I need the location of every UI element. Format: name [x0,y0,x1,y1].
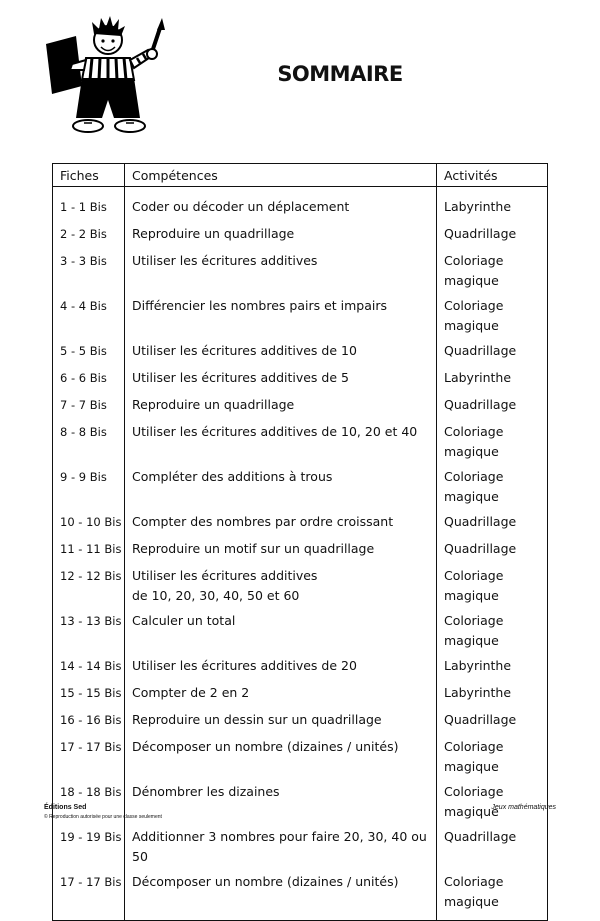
cell-fiche: 11 - 11 Bis [53,534,125,561]
table-body [53,187,548,921]
header-competences: Compétences [125,164,437,187]
table-row [53,678,548,705]
cell-competence: Décomposer un nombre (dizaines / unités) [125,867,437,921]
cell-competence: Utiliser les écritures additives de 10, 20, 30, 40, 50 et 60 [125,561,437,606]
cell-fiche: 10 - 10 Bis [53,507,125,534]
footer-publisher: Éditions Sed [44,804,87,811]
cell-competence: Reproduire un quadrillage [125,219,437,246]
footer-copyright: © Reproduction autorisée pour une classe seulement [44,814,162,820]
cell-fiche: 17 - 17 Bis [53,867,125,921]
table-row [53,336,548,363]
cell-competence: Décomposer un nombre (dizaines / unités) [125,732,437,777]
table-row [53,291,548,336]
table-row [53,246,548,291]
cell-fiche: 18 - 18 Bis [53,777,125,822]
cell-activite: Coloriage magique [444,253,504,288]
cell-competence: Compter de 2 en 2 [125,678,437,705]
cell-activite: Labyrinthe [444,685,512,700]
cell-fiche: 3 - 3 Bis [53,246,125,291]
cell-activite: Quadrillage [444,397,517,412]
footer-series: Jeux mathématiques [491,804,556,811]
cell-activite: Quadrillage [444,541,517,556]
header-activites: Activités [437,164,548,187]
cell-fiche: 1 - 1 Bis [53,187,125,220]
cell-activite: Coloriage magique [444,784,504,819]
cell-fiche: 9 - 9 Bis [53,462,125,507]
table-row [53,187,548,220]
cell-competence: Reproduire un motif sur un quadrillage [125,534,437,561]
table-row [53,363,548,390]
cell-activite: Quadrillage [444,343,517,358]
header-fiches: Fiches [53,164,125,187]
cell-competence: Compléter des additions à trous [125,462,437,507]
cell-activite: Coloriage magique [444,739,504,774]
page-title: SOMMAIRE [277,62,403,86]
table-row [53,390,548,417]
cell-competence: Utiliser les écritures additives de 5 [125,363,437,390]
table-header-row [53,164,548,187]
cell-competence: Utiliser les écritures additives de 10, 20 et 40 [125,417,437,462]
table-row [53,822,548,867]
cell-competence: Différencier les nombres pairs et impairs [125,291,437,336]
cell-competence: Reproduire un quadrillage [125,390,437,417]
cell-competence: Calculer un total [125,606,437,651]
cell-fiche: 16 - 16 Bis [53,705,125,732]
cell-fiche: 5 - 5 Bis [53,336,125,363]
table-row [53,417,548,462]
cell-activite: Coloriage magique [444,298,504,333]
cell-activite: Labyrinthe [444,370,512,385]
cell-fiche: 14 - 14 Bis [53,651,125,678]
cell-competence: Compter des nombres par ordre croissant [125,507,437,534]
cell-competence: Reproduire un dessin sur un quadrillage [125,705,437,732]
cell-competence: Utiliser les écritures additives de 20 [125,651,437,678]
cell-fiche: 8 - 8 Bis [53,417,125,462]
summary-table [52,163,548,921]
table-row [53,534,548,561]
cell-activite: Coloriage magique [444,469,504,504]
cell-activite: Labyrinthe [444,658,512,673]
table-row [53,606,548,651]
cell-fiche: 13 - 13 Bis [53,606,125,651]
cell-fiche: 19 - 19 Bis [53,822,125,867]
cell-competence: Additionner 3 nombres pour faire 20, 30, 40 ou 50 [125,822,437,867]
cell-fiche: 7 - 7 Bis [53,390,125,417]
table-row [53,732,548,777]
cell-fiche: 12 - 12 Bis [53,561,125,606]
cell-activite: Quadrillage [444,514,517,529]
table-row [53,219,548,246]
cell-competence: Utiliser les écritures additives [125,246,437,291]
cell-competence: Dénombrer les dizaines [125,777,437,822]
cell-activite: Coloriage magique [444,613,504,648]
cell-activite: Quadrillage [444,829,517,844]
table-row [53,705,548,732]
cell-activite: Quadrillage [444,712,517,727]
cell-activite: Coloriage magique [444,424,504,459]
cell-fiche: 15 - 15 Bis [53,678,125,705]
cell-activite: Coloriage magique [444,874,504,909]
mascot-illustration [44,14,172,138]
cell-competence: Coder ou décoder un déplacement [125,187,437,220]
cell-competence: Utiliser les écritures additives de 10 [125,336,437,363]
table-row [53,867,548,921]
cell-fiche: 17 - 17 Bis [53,732,125,777]
cell-fiche: 4 - 4 Bis [53,291,125,336]
cell-activite: Coloriage magique [444,568,504,603]
cell-activite: Quadrillage [444,226,517,241]
table-row [53,651,548,678]
table-row [53,561,548,606]
cell-activite: Labyrinthe [444,199,512,214]
table-row [53,507,548,534]
cell-fiche: 6 - 6 Bis [53,363,125,390]
cell-fiche: 2 - 2 Bis [53,219,125,246]
table-row [53,462,548,507]
